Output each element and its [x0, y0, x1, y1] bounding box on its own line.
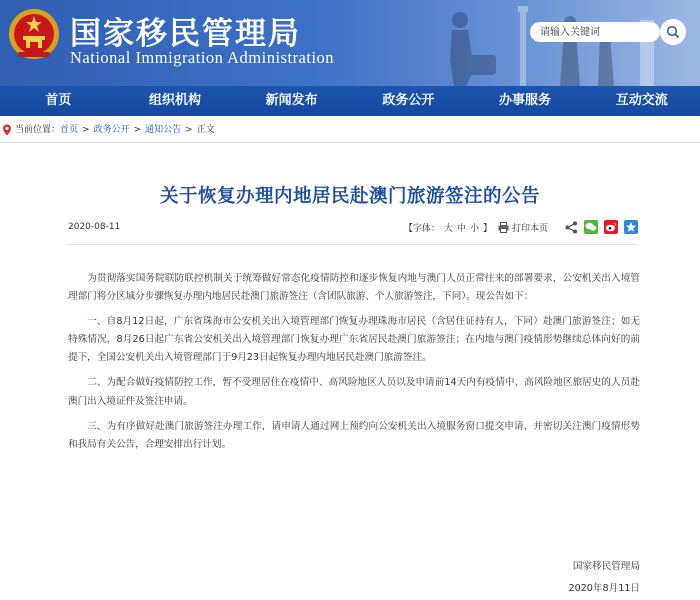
- share-icon[interactable]: [564, 220, 578, 234]
- printer-icon: [498, 222, 509, 233]
- breadcrumb-prefix: 当前位置：: [15, 125, 61, 135]
- breadcrumb-current: 正文: [196, 125, 215, 135]
- location-pin-icon: [2, 124, 12, 136]
- nav-item-home[interactable]: 首页: [45, 93, 72, 108]
- signature-date: 2020年8月11日: [568, 583, 640, 594]
- qzone-icon[interactable]: [624, 220, 638, 234]
- breadcrumb-link-home[interactable]: 首页: [60, 125, 79, 135]
- breadcrumb-separator: >: [133, 125, 142, 135]
- print-button[interactable]: [498, 221, 548, 234]
- paragraph-3: 三、为有序做好赴澳门旅游签注办理工作，请申请人通过网上预约向公安机关出入境服务窗口提交申请，并密切关注澳门疫情形势和我局有关公告，合理安排出行计划。: [68, 420, 640, 450]
- font-size-small[interactable]: 小: [469, 223, 479, 234]
- search-icon: [666, 25, 680, 39]
- header-banner: [0, 0, 700, 86]
- nav-item-interaction[interactable]: 互动交流: [615, 93, 668, 108]
- paragraph-intro: 为贯彻落实国务院联防联控机制关于统筹做好常态化疫情防控和逐步恢复内地与澳门人员正常往来的部署要求，公安机关出入境管理部门将分区域分步骤恢复办理内地居民赴澳门旅游签注（含团队旅游、个人旅游签注，下同）。现公告如下：: [68, 273, 640, 303]
- nav-item-services[interactable]: 办事服务: [499, 93, 552, 108]
- skyline-decoration: [370, 0, 700, 86]
- breadcrumb-link-notices[interactable]: 通知公告: [145, 125, 182, 135]
- print-label: 打印本页: [511, 223, 548, 234]
- breadcrumb-link-government-affairs[interactable]: 政务公开: [93, 125, 130, 135]
- font-size-medium[interactable]: 中: [456, 223, 466, 234]
- nav-item-news[interactable]: 新闻发布: [265, 93, 318, 108]
- national-emblem-icon: [8, 6, 60, 62]
- wechat-icon[interactable]: [584, 220, 598, 234]
- breadcrumb-separator: >: [82, 125, 90, 135]
- site-subtitle: National Immigration Administration: [70, 48, 335, 67]
- main-nav: [0, 86, 700, 116]
- article-date: 2020-08-11: [68, 222, 121, 232]
- breadcrumb: [0, 118, 700, 143]
- nav-item-government-affairs[interactable]: 政务公开: [382, 93, 435, 108]
- font-size-large[interactable]: 大: [443, 223, 453, 234]
- signature-block: [568, 556, 640, 600]
- article-body: [68, 270, 640, 461]
- signature-organization: 国家移民管理局: [572, 561, 640, 572]
- paragraph-1: 一、自8月12日起，广东省珠海市公安机关出入境管理部门恢复办理珠海市居民（含居住证持有人，下同）赴澳门旅游签注；如无特殊情况，8月26日起广东省公安机关出入境管理部门恢复办理广东省居民赴澳门旅游签注；在内地与澳门疫情形势继续总体向好的前提下，全国公安机关出入境管理部门于9月23日起恢复办理内地居民赴澳门旅游签注。: [68, 316, 640, 364]
- font-size-selector: [404, 221, 492, 234]
- breadcrumb-separator: >: [185, 125, 193, 135]
- article-meta: [68, 220, 638, 236]
- search-input[interactable]: [530, 22, 660, 42]
- font-label: 【字体：: [403, 223, 440, 234]
- article-title: 关于恢复办理内地居民赴澳门旅游签注的公告: [159, 186, 540, 207]
- weibo-icon[interactable]: [604, 220, 618, 234]
- meta-divider: [68, 244, 638, 245]
- font-label-close: 】: [482, 223, 492, 234]
- article-tools: [404, 220, 638, 234]
- paragraph-2: 二、为配合做好疫情防控工作，暂不受理居住在疫情中、高风险地区人员以及申请前14天内有疫情中、高风险地区旅居史的人员赴澳门出入境证件及签注申请。: [68, 377, 640, 407]
- nav-item-organization[interactable]: 组织机构: [149, 93, 202, 108]
- site-title: 国家移民管理局: [70, 16, 301, 52]
- search-button[interactable]: [660, 19, 686, 45]
